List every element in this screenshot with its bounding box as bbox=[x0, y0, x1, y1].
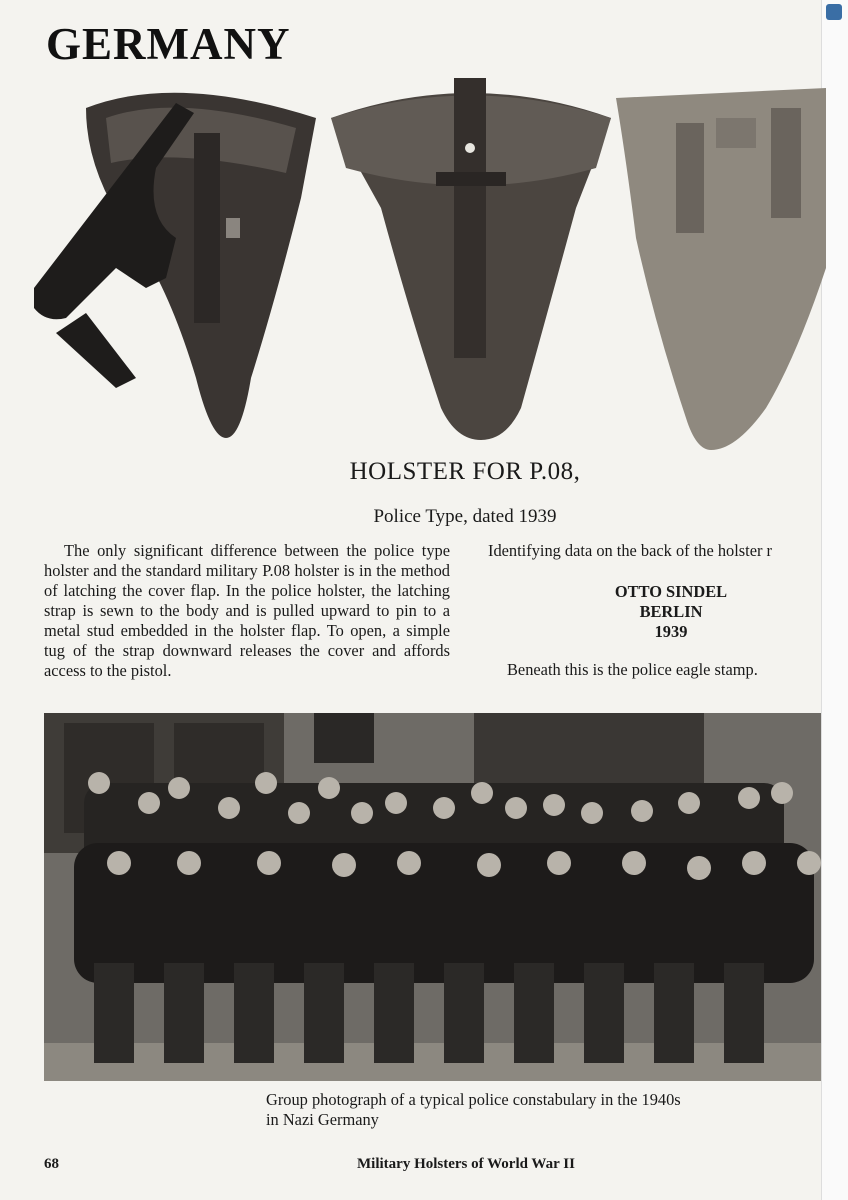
maker-year: 1939 bbox=[654, 622, 688, 641]
photo-caption: Group photograph of a typical police constabulary in the 1940s in Nazi Germany bbox=[266, 1090, 681, 1129]
section-subheading: Police Type, dated 1939 bbox=[373, 506, 557, 527]
stamp-note: Beneath this is the police eagle stamp. bbox=[507, 660, 758, 679]
identifying-data-intro: Identifying data on the back of the holster r bbox=[488, 541, 773, 560]
section-heading: HOLSTER FOR P.08, bbox=[349, 458, 581, 485]
holster-back-photo bbox=[616, 78, 826, 453]
page-title: GERMANY bbox=[46, 19, 291, 69]
maker-city: BERLIN bbox=[639, 602, 703, 621]
body-paragraph: The only significant difference between the police type holster and the standard military P.08 holster is in the method of latching the cover flap. In the police holster, the latching strap is sewn to the body and is pulled upward to pin to a metal stud embedded in the holster flap. To open, a simple tug of the strap downward releases the cover and affords access to the pistol. bbox=[44, 541, 450, 680]
book-title-footer: Military Holsters of World War II bbox=[357, 1156, 575, 1172]
maker-name: OTTO SINDEL bbox=[614, 582, 728, 601]
holster-with-pistol-photo bbox=[26, 78, 326, 443]
site-logo-icon bbox=[826, 4, 842, 20]
watermark-text bbox=[829, 26, 841, 366]
page-number: 68 bbox=[44, 1156, 59, 1172]
group-photograph bbox=[44, 713, 821, 1081]
holster-front-photo bbox=[326, 78, 616, 443]
